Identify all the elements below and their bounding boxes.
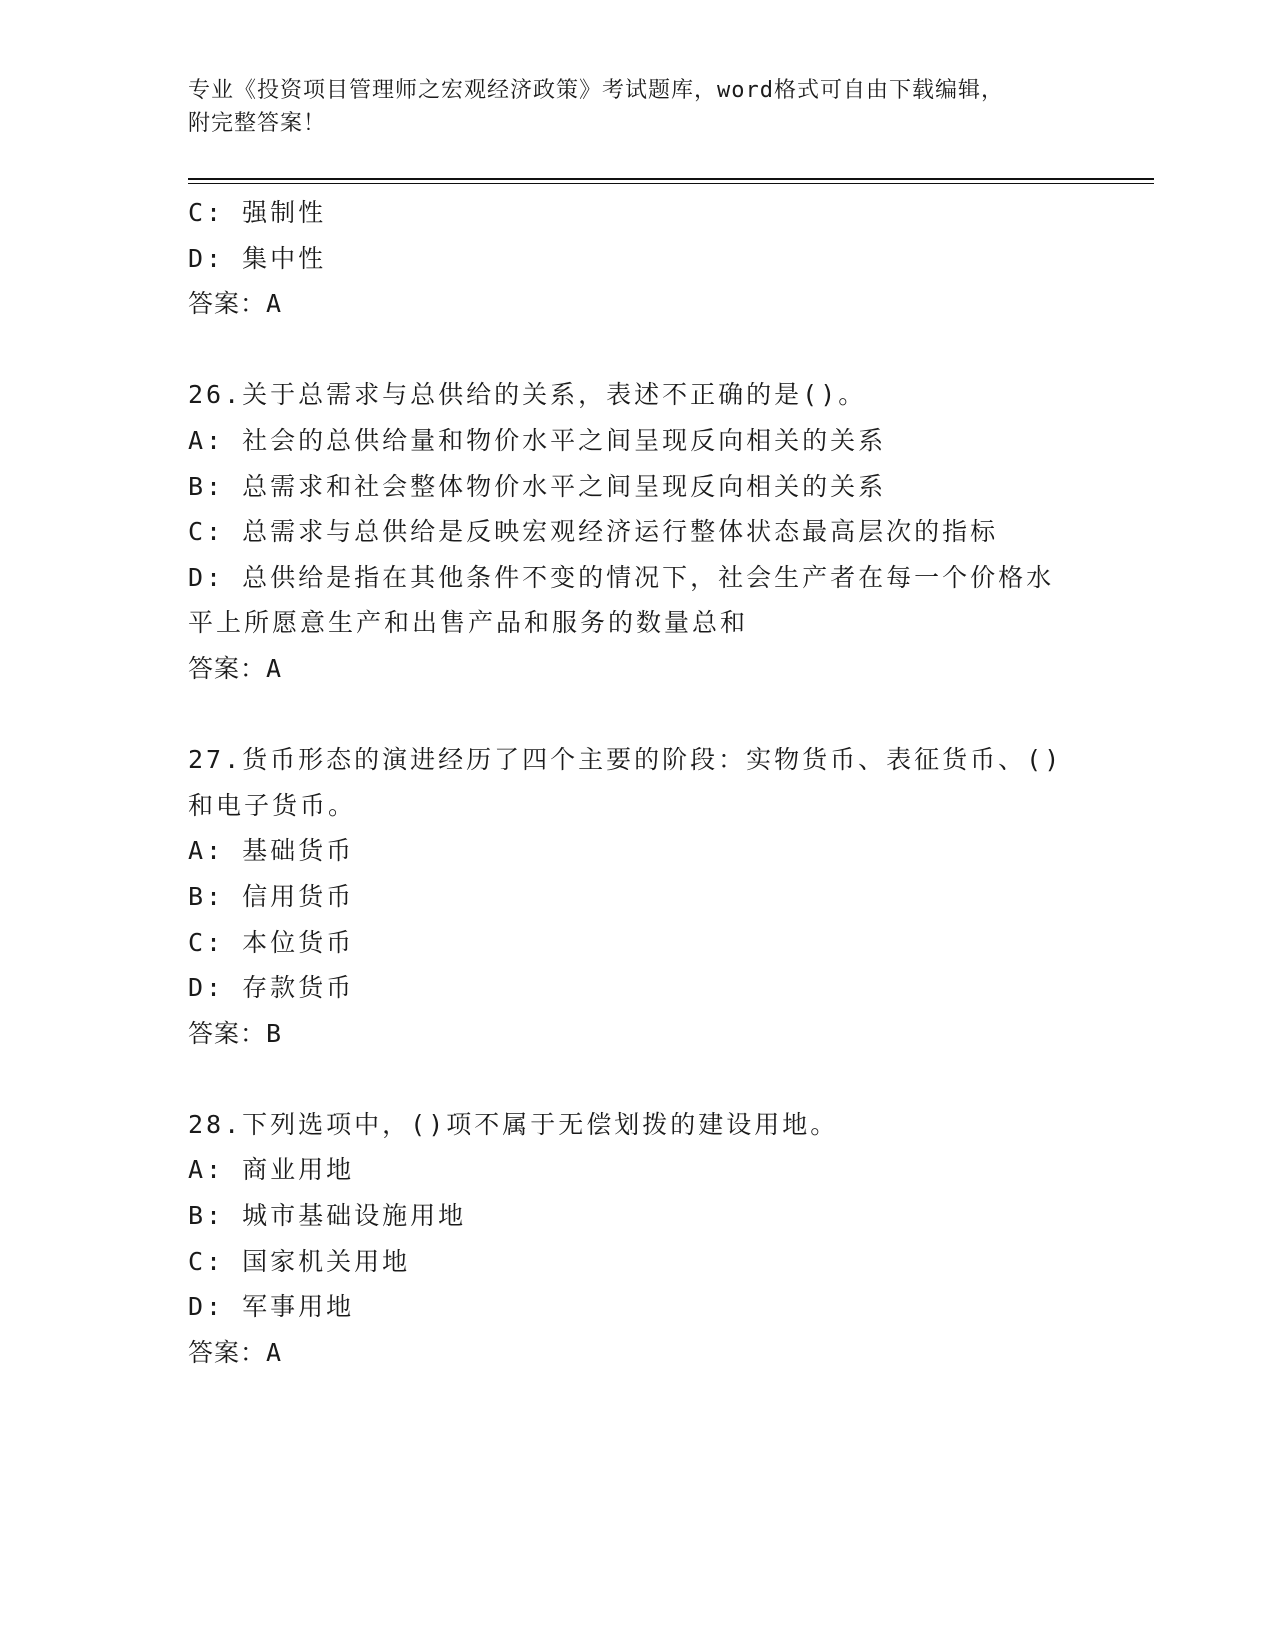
option-b: B: 总需求和社会整体物价水平之间呈现反向相关的关系 <box>188 471 887 501</box>
option-c: C: 本位货币 <box>188 927 355 957</box>
question-27 <box>188 737 1088 1056</box>
option-a: A: 社会的总供给量和物价水平之间呈现反向相关的关系 <box>188 425 887 455</box>
option-d: D: 军事用地 <box>188 1292 355 1322</box>
header-rule-thick <box>188 178 1154 180</box>
spacer <box>188 692 1088 738</box>
option-d: D: 存款货币 <box>188 973 355 1003</box>
question-text: 27.货币形态的演进经历了四个主要的阶段：实物货币、表征货币、() <box>188 745 1063 775</box>
question-28 <box>188 1102 1088 1376</box>
option-b: B: 信用货币 <box>188 881 355 911</box>
answer-line: 答案：A <box>188 653 283 683</box>
header-rule-thin <box>188 183 1154 184</box>
header-line-2: 附完整答案！ <box>188 111 327 136</box>
answer-line: 答案：B <box>188 1018 283 1048</box>
answer-line: 答案：A <box>188 289 283 319</box>
previous-question-tail <box>188 190 1088 327</box>
option-a: A: 商业用地 <box>188 1155 355 1185</box>
option-b: B: 城市基础设施用地 <box>188 1201 467 1231</box>
header-line-1: 专业《投资项目管理师之宏观经济政策》考试题库，word格式可自由下载编辑， <box>188 78 1004 103</box>
option-c: C: 总需求与总供给是反映宏观经济运行整体状态最高层次的指标 <box>188 517 999 547</box>
option-d: D: 集中性 <box>188 243 327 273</box>
document-header <box>188 74 1088 140</box>
option-c: C: 国家机关用地 <box>188 1246 411 1276</box>
spacer <box>188 327 1088 373</box>
option-d-continued: 平上所愿意生产和出售产品和服务的数量总和 <box>188 608 749 638</box>
question-list <box>188 190 1088 1375</box>
option-d: D: 总供给是指在其他条件不变的情况下，社会生产者在每一个价格水 <box>188 562 1055 592</box>
question-text-continued: 和电子货币。 <box>188 790 357 820</box>
question-text: 26.关于总需求与总供给的关系，表述不正确的是()。 <box>188 380 867 410</box>
answer-line: 答案：A <box>188 1337 283 1367</box>
option-c: C: 强制性 <box>188 198 327 227</box>
option-a: A: 基础货币 <box>188 836 355 866</box>
question-26 <box>188 372 1088 691</box>
question-text: 28.下列选项中，()项不属于无偿划拨的建设用地。 <box>188 1109 839 1139</box>
spacer <box>188 1056 1088 1102</box>
